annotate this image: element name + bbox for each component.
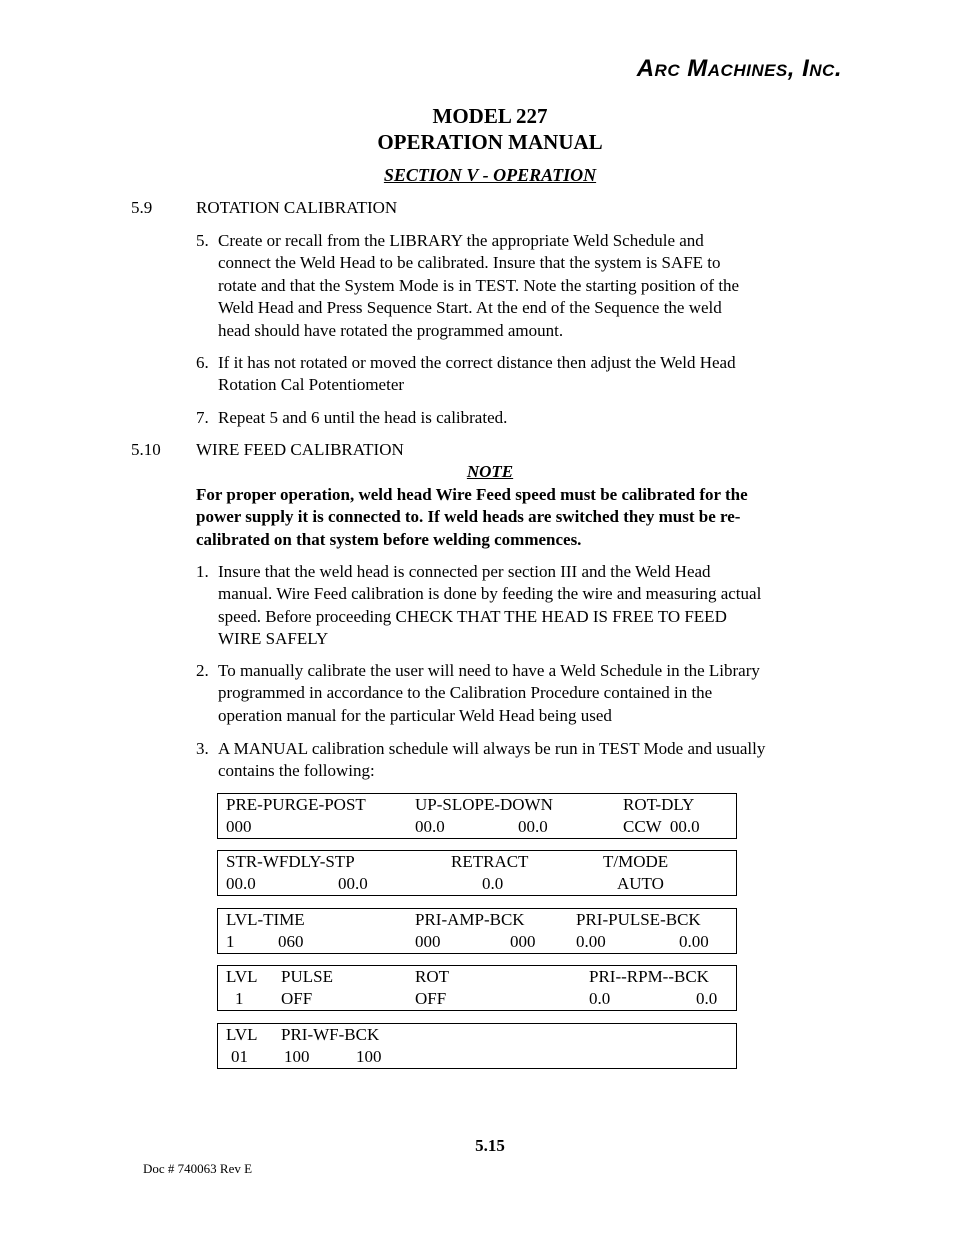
section-5-9-heading: ROTATION CALIBRATION xyxy=(196,198,398,217)
page-number: 5.15 xyxy=(475,1136,505,1155)
display-panel-purge xyxy=(217,793,737,839)
list-item xyxy=(196,561,836,651)
list-item-text: To manually calibrate the user will need to have a Weld Schedule in the Library programmed in accordance to the Calibration Procedure contained in the operation manual for the particular Weld Head being used xyxy=(218,661,760,725)
panel-value: 000 xyxy=(415,932,441,951)
display-panel-wire-feed xyxy=(217,1023,737,1069)
panel-value: 0.0 xyxy=(482,874,504,893)
panel-value: 00.0 xyxy=(226,874,256,893)
panel-value: 0.00 xyxy=(679,932,709,951)
panel-header: PULSE xyxy=(281,967,333,986)
list-item-text: If it has not rotated or moved the correct distance then adjust the Weld Head Rotation Cal Potentiometer xyxy=(218,353,736,395)
list-item xyxy=(196,407,836,429)
list-item-number: 6. xyxy=(196,353,209,372)
panel-value: 00.0 xyxy=(415,817,445,836)
display-panel-level-time xyxy=(217,908,737,954)
panel-value: 100 xyxy=(356,1047,382,1066)
panel-header: STR-WFDLY-STP xyxy=(226,852,355,871)
manual-title-operation: OPERATION MANUAL xyxy=(377,130,603,154)
panel-value: 0.00 xyxy=(576,932,606,951)
panel-header: PRI-PULSE-BCK xyxy=(576,910,701,929)
note-body: For proper operation, weld head Wire Feed speed must be calibrated for the power supply it is connected to. If weld heads are switched they must be re- calibrated on that system before welding commences. xyxy=(196,485,748,549)
panel-value: AUTO xyxy=(617,874,664,893)
panel-header: LVL xyxy=(226,1025,258,1044)
panel-header: PRI--RPM--BCK xyxy=(589,967,709,986)
panel-header: PRI-AMP-BCK xyxy=(415,910,525,929)
panel-value: OFF xyxy=(281,989,313,1008)
list-item-text: Repeat 5 and 6 until the head is calibrated. xyxy=(218,408,508,427)
panel-value: 0.0 xyxy=(589,989,611,1008)
panel-header: PRE-PURGE-POST xyxy=(226,795,366,814)
section-heading: SECTION V - OPERATION xyxy=(383,165,597,185)
panel-value: 0.0 xyxy=(696,989,718,1008)
section-5-9-number: 5.9 xyxy=(131,198,153,217)
list-item-number: 1. xyxy=(196,562,209,581)
panel-value: 00.0 xyxy=(338,874,368,893)
panel-value: 00.0 xyxy=(518,817,548,836)
panel-header: ROT-DLY xyxy=(623,795,695,814)
panel-value: 1 xyxy=(226,932,235,951)
panel-header: ROT xyxy=(415,967,449,986)
list-item-number: 3. xyxy=(196,739,209,758)
panel-header: RETRACT xyxy=(451,852,529,871)
display-panel-pulse-rotation xyxy=(217,965,737,1011)
list-item xyxy=(196,738,836,783)
list-item-number: 7. xyxy=(196,408,209,427)
panel-header: UP-SLOPE-DOWN xyxy=(415,795,553,814)
list-item xyxy=(196,660,836,727)
panel-value: 100 xyxy=(284,1047,310,1066)
display-panel-wire-feed-delay xyxy=(217,850,737,896)
panel-value: 000 xyxy=(226,817,252,836)
company-logo: Arc Machines, Inc. xyxy=(636,55,842,82)
panel-value: 1 xyxy=(235,989,244,1008)
panel-header: LVL xyxy=(226,967,258,986)
list-item xyxy=(196,352,836,397)
list-item xyxy=(196,230,836,342)
document-number: Doc # 740063 Rev E xyxy=(143,1161,253,1176)
panel-value: OFF xyxy=(415,989,447,1008)
panel-value: 000 xyxy=(510,932,536,951)
section-5-10-heading: WIRE FEED CALIBRATION xyxy=(196,440,404,459)
panel-value: 060 xyxy=(278,932,304,951)
note-title: NOTE xyxy=(466,462,514,481)
panel-header: PRI-WF-BCK xyxy=(281,1025,380,1044)
panel-header: LVL-TIME xyxy=(226,910,305,929)
list-item-text: A MANUAL calibration schedule will always be run in TEST Mode and usually contains the following: xyxy=(218,739,766,781)
list-item-number: 5. xyxy=(196,231,209,250)
section-5-10-number: 5.10 xyxy=(131,440,161,459)
list-item-text: Insure that the weld head is connected per section III and the Weld Head manual. Wire Feed calibration is done by feeding the wire and measuring actual speed. Before proceeding CHECK THAT THE HEAD IS FREE TO FEED WIRE SAFELY xyxy=(218,562,762,649)
list-item-text: Create or recall from the LIBRARY the appropriate Weld Schedule and connect the Weld Head to be calibrated. Insure that the system is SAFE to rotate and that the System Mode is in TEST. Note the starting position of the Weld Head and Press Sequence Start. At the end of the Sequence the weld head should have rotated the programmed amount. xyxy=(218,231,740,340)
manual-title-model: MODEL 227 xyxy=(432,104,548,128)
panel-header: T/MODE xyxy=(603,852,669,871)
panel-value: CCW 00.0 xyxy=(623,817,700,836)
list-item-number: 2. xyxy=(196,661,209,680)
panel-value: 01 xyxy=(231,1047,248,1066)
